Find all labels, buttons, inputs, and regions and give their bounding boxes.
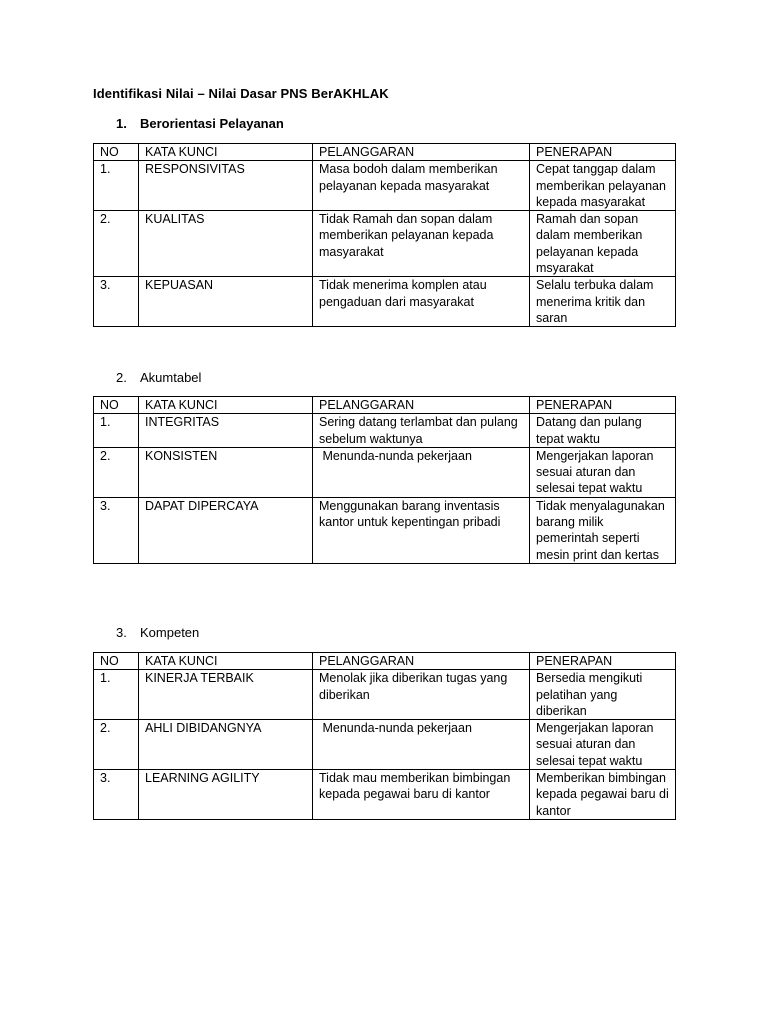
header-penerapan: PENERAPAN — [530, 397, 676, 414]
cell-pelanggaran: Masa bodoh dalam memberikan pelayanan kepada masyarakat — [313, 161, 530, 211]
cell-penerapan: Mengerjakan laporan sesuai aturan dan selesai tepat waktu — [530, 447, 676, 497]
header-kata-kunci: KATA KUNCI — [139, 144, 313, 161]
section-heading-2 — [116, 370, 201, 385]
table-row — [94, 161, 676, 211]
cell-penerapan: Selalu terbuka dalam menerima kritik dan saran — [530, 277, 676, 327]
header-pelanggaran: PELANGGARAN — [313, 653, 530, 670]
cell-no: 1. — [94, 161, 139, 211]
table-row — [94, 670, 676, 720]
table-row — [94, 211, 676, 277]
section-title: Berorientasi Pelayanan — [140, 116, 284, 131]
cell-no: 2. — [94, 211, 139, 277]
cell-penerapan: Tidak menyalagunakan barang milik pemerintah seperti mesin print dan kertas — [530, 497, 676, 563]
cell-penerapan: Ramah dan sopan dalam memberikan pelayanan kepada msyarakat — [530, 211, 676, 277]
cell-no: 2. — [94, 720, 139, 770]
cell-no: 3. — [94, 770, 139, 820]
header-penerapan: PENERAPAN — [530, 144, 676, 161]
cell-no: 2. — [94, 447, 139, 497]
header-kata-kunci: KATA KUNCI — [139, 653, 313, 670]
table-row — [94, 497, 676, 563]
table-section-1 — [93, 143, 676, 327]
cell-pelanggaran: Menunda-nunda pekerjaan — [313, 447, 530, 497]
section-title: Kompeten — [140, 625, 200, 640]
cell-kata-kunci: KONSISTEN — [139, 447, 313, 497]
cell-penerapan: Mengerjakan laporan sesuai aturan dan selesai tepat waktu — [530, 720, 676, 770]
cell-kata-kunci: KEPUASAN — [139, 277, 313, 327]
table-section-3 — [93, 652, 676, 820]
table-row — [94, 447, 676, 497]
table-row — [94, 414, 676, 448]
cell-pelanggaran: Tidak menerima komplen atau pengaduan dari masyarakat — [313, 277, 530, 327]
header-pelanggaran: PELANGGARAN — [313, 397, 530, 414]
cell-no: 3. — [94, 277, 139, 327]
cell-kata-kunci: INTEGRITAS — [139, 414, 313, 448]
section-number: 2. — [116, 370, 127, 385]
cell-no: 3. — [94, 497, 139, 563]
table-header-row — [94, 653, 676, 670]
cell-pelanggaran: Tidak Ramah dan sopan dalam memberikan pelayanan kepada masyarakat — [313, 211, 530, 277]
header-no: NO — [94, 653, 139, 670]
cell-penerapan: Bersedia mengikuti pelatihan yang diberikan — [530, 670, 676, 720]
cell-pelanggaran: Menolak jika diberikan tugas yang diberikan — [313, 670, 530, 720]
cell-kata-kunci: KUALITAS — [139, 211, 313, 277]
cell-pelanggaran: Menunda-nunda pekerjaan — [313, 720, 530, 770]
cell-no: 1. — [94, 670, 139, 720]
section-number: 3. — [116, 625, 127, 640]
header-kata-kunci: KATA KUNCI — [139, 397, 313, 414]
section-heading-3 — [116, 625, 199, 640]
cell-penerapan: Cepat tanggap dalam memberikan pelayanan kepada masyarakat — [530, 161, 676, 211]
cell-kata-kunci: KINERJA TERBAIK — [139, 670, 313, 720]
table-section-2 — [93, 396, 676, 564]
header-no: NO — [94, 144, 139, 161]
cell-kata-kunci: AHLI DIBIDANGNYA — [139, 720, 313, 770]
cell-kata-kunci: LEARNING AGILITY — [139, 770, 313, 820]
page-title: Identifikasi Nilai – Nilai Dasar PNS BerAKHLAK — [93, 86, 389, 101]
cell-penerapan: Memberikan bimbingan kepada pegawai baru di kantor — [530, 770, 676, 820]
section-title: Akumtabel — [140, 370, 202, 385]
cell-penerapan: Datang dan pulang tepat waktu — [530, 414, 676, 448]
cell-pelanggaran: Sering datang terlambat dan pulang sebelum waktunya — [313, 414, 530, 448]
header-no: NO — [94, 397, 139, 414]
table-header-row — [94, 144, 676, 161]
section-number: 1. — [116, 116, 127, 131]
header-penerapan: PENERAPAN — [530, 653, 676, 670]
table-header-row — [94, 397, 676, 414]
cell-pelanggaran: Tidak mau memberikan bimbingan kepada pegawai baru di kantor — [313, 770, 530, 820]
table-row — [94, 277, 676, 327]
table-row — [94, 770, 676, 820]
section-heading-1 — [116, 116, 284, 131]
cell-kata-kunci: RESPONSIVITAS — [139, 161, 313, 211]
header-pelanggaran: PELANGGARAN — [313, 144, 530, 161]
cell-kata-kunci: DAPAT DIPERCAYA — [139, 497, 313, 563]
table-row — [94, 720, 676, 770]
cell-no: 1. — [94, 414, 139, 448]
cell-pelanggaran: Menggunakan barang inventasis kantor untuk kepentingan pribadi — [313, 497, 530, 563]
